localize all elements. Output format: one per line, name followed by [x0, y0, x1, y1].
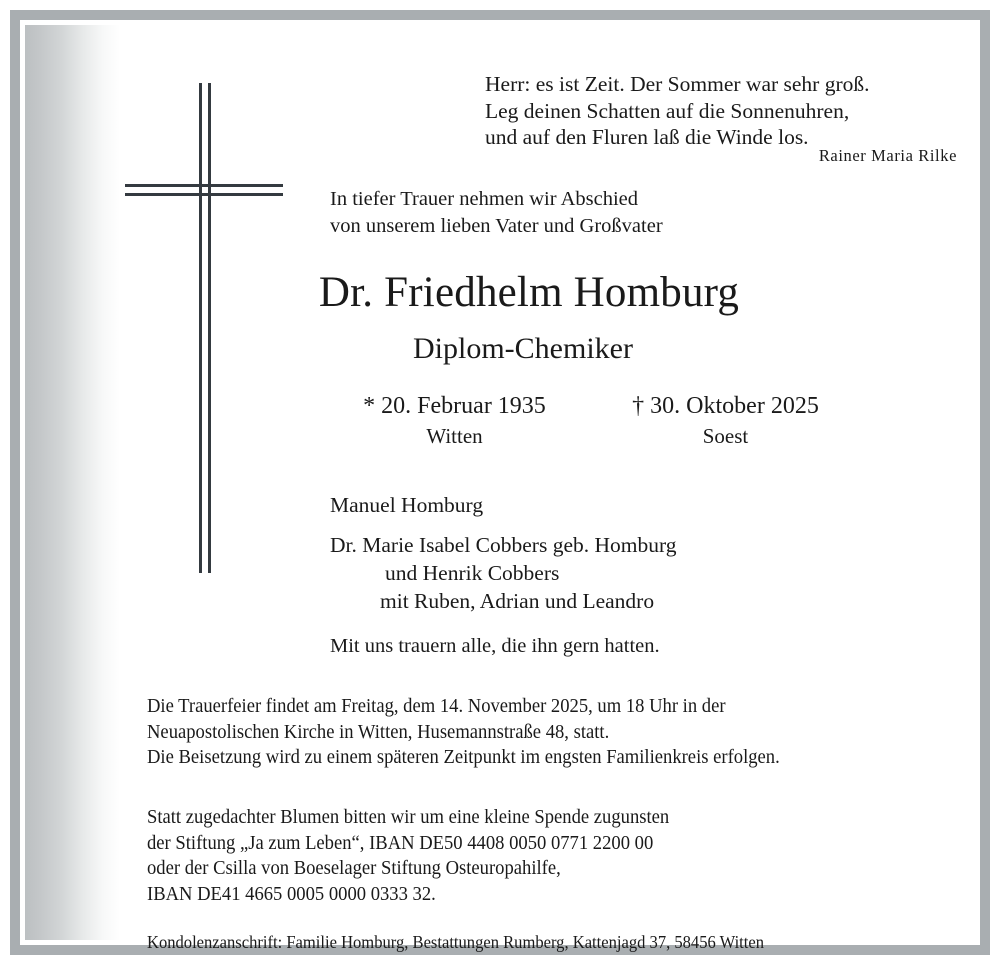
donation-line-3: oder der Csilla von Boeselager Stiftung Osteuropahilfe, — [147, 857, 561, 879]
cross-horizontal-line-top — [125, 184, 283, 187]
service-line-2: Neuapostolischen Kirche in Witten, Husemannstraße 48, statt. — [147, 720, 610, 743]
birth-place: Witten — [426, 424, 483, 448]
notice-card — [25, 25, 975, 952]
places-row — [325, 423, 855, 450]
donation-line-1: Statt zugedachter Blumen bitten wir um eine kleine Spende zugunsten — [147, 806, 670, 828]
cross-horizontal-line-bottom — [125, 193, 283, 196]
condolence-address: Kondolenzanschrift: Familie Homburg, Bestattungen Rumberg, Kattenjagd 37, 58456 Witten — [147, 932, 765, 952]
death-place: Soest — [702, 424, 749, 448]
poem-line-2: Leg deinen Schatten auf die Sonnenuhren, — [485, 98, 850, 123]
dates-row — [325, 391, 855, 421]
deceased-name: Dr. Friedhelm Homburg — [318, 269, 740, 316]
cross-vertical-line-right — [208, 83, 211, 573]
poem-quote — [485, 71, 965, 151]
intro-line-2: von unserem lieben Vater und Großvater — [330, 215, 663, 237]
funeral-service-details — [147, 694, 882, 771]
intro-line-1: In tiefer Trauer nehmen wir Abschied — [330, 188, 638, 210]
intro-text — [330, 186, 663, 240]
donation-line-4: IBAN DE41 4665 0005 0000 0333 32. — [147, 882, 436, 905]
poem-attribution: Rainer Maria Rilke — [818, 146, 957, 165]
christian-cross-icon — [95, 55, 295, 585]
death-date-column — [590, 391, 855, 421]
survivors-list — [330, 491, 677, 615]
donation-request — [147, 805, 882, 907]
birth-date-column — [325, 391, 590, 421]
service-line-3: Die Beisetzung wird zu einem späteren Zeitpunkt im engsten Familienkreis erfolgen. — [147, 746, 780, 768]
birth-symbol: * — [363, 393, 376, 419]
survivor-line-2: Dr. Marie Isabel Cobbers geb. Homburg — [330, 533, 677, 557]
service-line-1: Die Trauerfeier findet am Freitag, dem 14. November 2025, um 18 Uhr in der — [147, 695, 726, 717]
poem-line-1: Herr: es ist Zeit. Der Sommer war sehr groß. — [485, 72, 870, 96]
cross-vertical-line-left — [199, 83, 202, 573]
death-date: 30. Oktober 2025 — [650, 393, 819, 419]
survivor-line-4: mit Ruben, Adrian und Leandro — [380, 589, 655, 613]
survivor-line-1: Manuel Homburg — [330, 493, 484, 517]
survivor-line-3: und Henrik Cobbers — [385, 561, 560, 585]
donation-line-2: der Stiftung „Ja zum Leben“, IBAN DE50 4408 0050 0771 2200 00 — [147, 831, 654, 854]
life-dates — [325, 391, 855, 450]
poem-line-3: und auf den Fluren laß die Winde los. — [485, 125, 809, 149]
mourning-note: Mit uns trauern alle, die ihn gern hatten. — [330, 635, 660, 657]
birth-date: 20. Februar 1935 — [381, 393, 546, 419]
death-symbol: † — [632, 393, 645, 419]
deceased-subtitle: Diplom-Chemiker — [413, 332, 633, 365]
